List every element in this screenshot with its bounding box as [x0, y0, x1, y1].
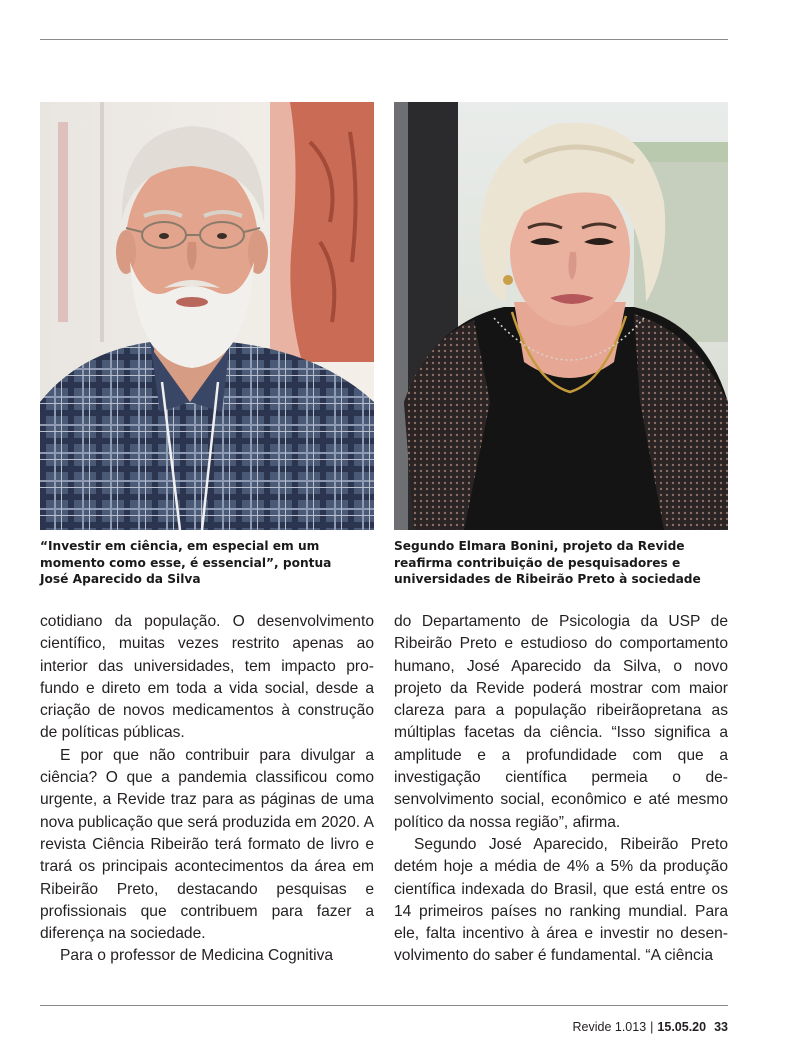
page-number: 33	[714, 1020, 728, 1034]
footer-separator: |	[650, 1020, 654, 1034]
page-footer	[573, 1020, 729, 1034]
paragraph: cotidiano da população. O desenvolvimento científico, muitas vezes restrito apenas ao interior das universidades, tem impacto profundo e direto em toda a vida social, desde a criação de novos medicamentos à construção de políticas públicas.	[40, 613, 374, 742]
paragraph: do Departamento de Psicologia da USP de Ribeirão Preto e estudioso do comportamento humano, José Aparecido da Silva, o novo projeto da Revide poderá mostrar com maior clareza para a população ribeirãopretana as múltiplas facetas da ciência. “Isso significa a amplitude e a profundidade com que a investigação científica permeia o desenvolvimento social, econômico e até mesmo político da nossa região”, afirma.	[394, 613, 728, 831]
photo-caption-right: Segundo Elmara Bonini, projeto da Revide reafirma contribuição de pesquisadores e universidades de Ribeirão Preto à sociedade	[394, 539, 701, 586]
photo-jose-aparecido	[40, 102, 374, 530]
issue-date: 15.05.20	[657, 1020, 707, 1034]
paragraph: Segundo José Aparecido, Ribeirão Preto detém hoje a média de 4% a 5% da produção científica indexada do Brasil, que está entre os 14 primeiros países no ranking mundial. Para ele, falta incentivo à área e investir no desenvolvimento do saber é fundamental. “A ciência	[394, 835, 728, 965]
paragraph: E por que não contribuir para divulgar a ciência? O que a pandemia classificou como urgente, a Revide traz para as páginas de uma nova publicação que será produzida em 2020. A revista Ciência Ribeirão terá formato de livro e trará os principais acontecimentos da área em Ribeirão Preto, destacando pesquisas e profissionais que contribuem para fazer a diferença na sociedade.	[40, 746, 374, 943]
photo-caption-left: “Investir em ciência, em especial em um momento como esse, é essencial”, pontua José Aparecido da Silva	[40, 539, 332, 586]
body-column-right	[394, 611, 728, 968]
bottom-rule	[40, 1005, 728, 1006]
paragraph: Para o professor de Medicina Cognitiva	[60, 947, 334, 965]
body-column-left	[40, 611, 374, 968]
issue-number: Revide 1.013	[572, 1020, 647, 1034]
top-rule	[40, 39, 728, 40]
photo-elmara-bonini	[394, 102, 728, 530]
